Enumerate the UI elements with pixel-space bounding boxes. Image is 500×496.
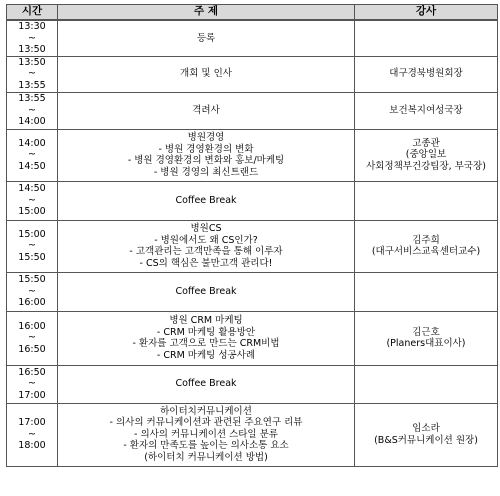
header-topic: 주 제 xyxy=(58,5,355,21)
topic-cell: 병원CS - 병원에서도 왜 CS인가? - 고객관리는 고객만족을 통해 이루자 - CS의 핵심은 불만고객 관리다! xyxy=(58,220,355,272)
time-cell: 15:00 ~ 15:50 xyxy=(7,220,58,272)
time-cell: 13:30 ~ 13:50 xyxy=(7,20,58,56)
table-row xyxy=(7,20,498,56)
topic-cell: Coffee Break xyxy=(58,181,355,220)
topic-cell: Coffee Break xyxy=(58,272,355,311)
topic-cell: 하이터치커뮤니케이션 - 의사의 커뮤니케이션과 관련된 주요연구 리뷰 - 의사의 커뮤니케이션 스타일 분류 - 환자의 만족도를 높이는 의사소통 요소 (하이터치 커뮤니케이션 방법) xyxy=(58,403,355,466)
topic-cell: Coffee Break xyxy=(58,365,355,403)
table-row xyxy=(7,272,498,311)
topic-cell: 격려사 xyxy=(58,92,355,129)
header-time: 시간 xyxy=(7,5,58,21)
time-cell: 14:50 ~ 15:00 xyxy=(7,181,58,220)
table-row xyxy=(7,311,498,365)
speaker-cell: 대구경북병원회장 xyxy=(355,56,498,92)
schedule-table xyxy=(6,4,498,467)
topic-cell: 병원경영 - 병원 경영환경의 변화 - 병원 경영환경의 변화와 홍보/마케팅 - 병원 경영의 최신트랜드 xyxy=(58,129,355,181)
header-row xyxy=(7,5,498,21)
topic-cell: 등록 xyxy=(58,20,355,56)
time-cell: 14:00 ~ 14:50 xyxy=(7,129,58,181)
time-cell: 16:50 ~ 17:00 xyxy=(7,365,58,403)
topic-cell: 개회 및 인사 xyxy=(58,56,355,92)
speaker-cell: 고종관 (중앙일보 사회정책부건강팀장, 부국장) xyxy=(355,129,498,181)
speaker-cell xyxy=(355,20,498,56)
table-row xyxy=(7,220,498,272)
table-row xyxy=(7,56,498,92)
table-row xyxy=(7,403,498,466)
table-row xyxy=(7,92,498,129)
table-row xyxy=(7,181,498,220)
speaker-cell: 보건복지여성국장 xyxy=(355,92,498,129)
table-row xyxy=(7,365,498,403)
time-cell: 17:00 ~ 18:00 xyxy=(7,403,58,466)
header-speaker: 강사 xyxy=(355,5,498,21)
speaker-cell xyxy=(355,365,498,403)
speaker-cell: 김주희 (대구서비스교육센터교수) xyxy=(355,220,498,272)
speaker-cell xyxy=(355,181,498,220)
speaker-cell xyxy=(355,272,498,311)
speaker-cell: 임소라 (B&S커뮤니케이션 원장) xyxy=(355,403,498,466)
topic-cell: 병원 CRM 마케팅 - CRM 마케팅 활용방안 - 환자를 고객으로 만드는 CRM비법 - CRM 마케팅 성공사례 xyxy=(58,311,355,365)
speaker-cell: 김근호 (Planers대표이사) xyxy=(355,311,498,365)
time-cell: 13:55 ~ 14:00 xyxy=(7,92,58,129)
schedule-document xyxy=(6,4,494,467)
time-cell: 13:50 ~ 13:55 xyxy=(7,56,58,92)
time-cell: 16:00 ~ 16:50 xyxy=(7,311,58,365)
table-row xyxy=(7,129,498,181)
time-cell: 15:50 ~ 16:00 xyxy=(7,272,58,311)
